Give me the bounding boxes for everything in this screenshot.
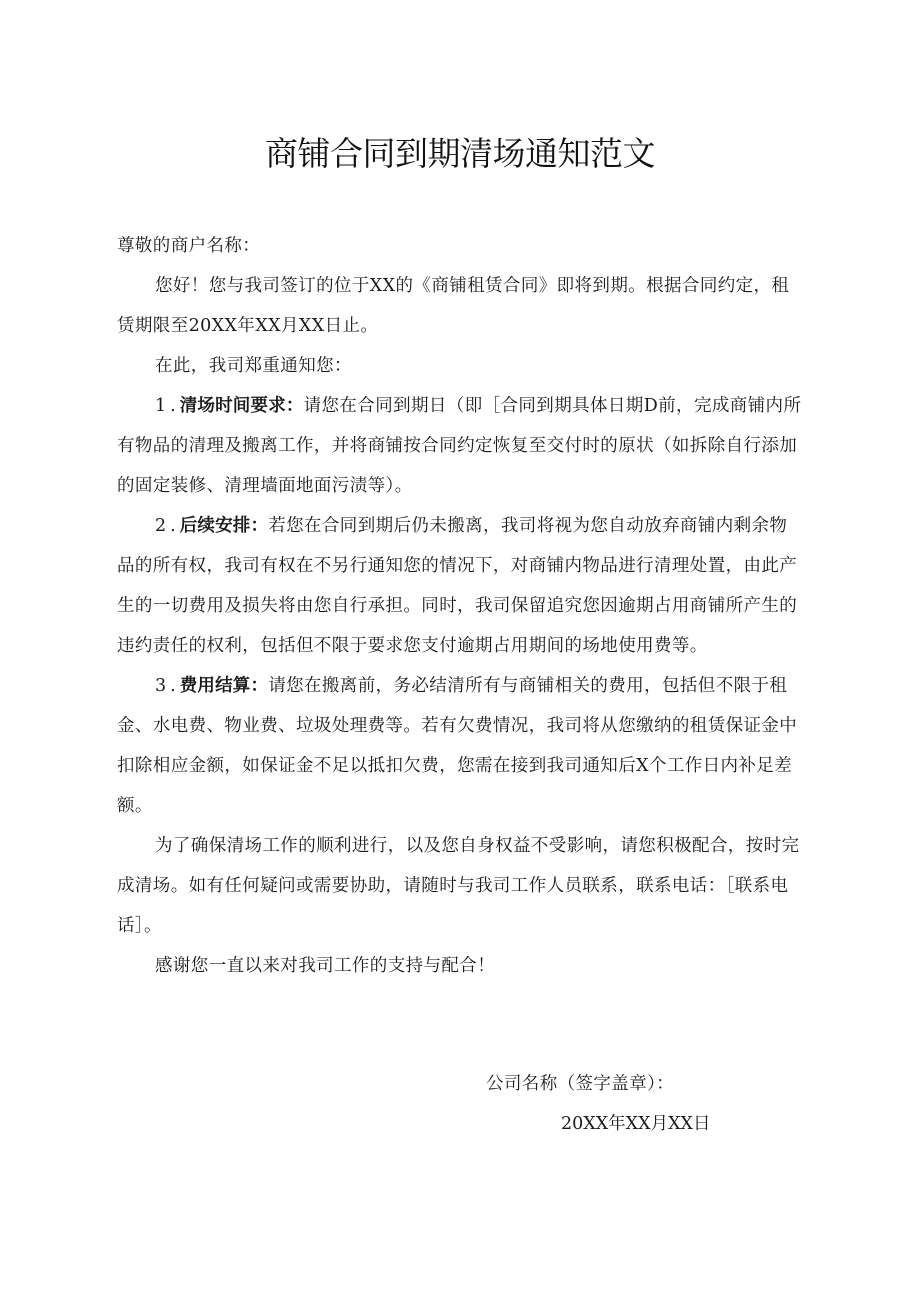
intro-paragraph: 您好！您与我司签订的位于XX的《商铺租赁合同》即将到期。根据合同约定，租赁期限至20XX年XX月XX日止。 bbox=[117, 276, 790, 336]
clause-heading: 后续安排： bbox=[179, 516, 269, 536]
closing-paragraph: 为了确保清场工作的顺利进行，以及您自身权益不受影响，请您积极配合，按时完成清场。如有任何疑问或需要协助，请随时与我司工作人员联系，联系电话：［联系电话］。 bbox=[117, 836, 800, 936]
clause-item bbox=[117, 386, 805, 506]
clause-item bbox=[117, 666, 805, 826]
signature-date: 20XX年XX月XX日 bbox=[561, 1114, 711, 1134]
clause-number: 2. bbox=[155, 516, 180, 536]
notice-lead: 在此，我司郑重通知您： bbox=[155, 356, 352, 376]
clause-heading: 清场时间要求： bbox=[179, 396, 304, 416]
clause-number: 1. bbox=[155, 396, 180, 416]
company-signature: 公司名称（签字盖章）： bbox=[486, 1074, 675, 1094]
clause-text: 请您在合同到期日（即［合同到期具体日期D前，完成商铺内所有物品的清理及搬离工作，并将商铺按合同约定恢复至交付时的原状（如拆除自行添加的固定装修、清理墙面地面污渍等）。 bbox=[117, 396, 802, 496]
clause-text: 若您在合同到期后仍未搬离，我司将视为您自动放弃商铺内剩余物品的所有权，我司有权在不另行通知您的情况下，对商铺内物品进行清理处置，由此产生的一切费用及损失将由您自行承担。同时，我司保留追究您因逾期占用商铺所产生的违约责任的权利，包括但不限于要求您支付逾期占用期间的场地使用费等。 bbox=[117, 516, 798, 656]
letter-body bbox=[117, 226, 805, 986]
salutation: 尊敬的商户名称： bbox=[117, 236, 261, 256]
clause-heading: 费用结算： bbox=[179, 676, 269, 696]
clause-number: 3. bbox=[155, 676, 180, 696]
document-title: 商铺合同到期清场通知范文 bbox=[265, 134, 655, 173]
thanks-paragraph: 感谢您一直以来对我司工作的支持与配合！ bbox=[155, 956, 496, 976]
clause-item bbox=[117, 506, 805, 666]
clause-text: 请您在搬离前，务必结清所有与商铺相关的费用，包括但不限于租金、水电费、物业费、垃圾处理费等。若有欠费情况，我司将从您缴纳的租赁保证金中扣除相应金额，如保证金不足以抵扣欠费，您需在接到我司通知后X个工作日内补足差额。 bbox=[117, 676, 798, 816]
